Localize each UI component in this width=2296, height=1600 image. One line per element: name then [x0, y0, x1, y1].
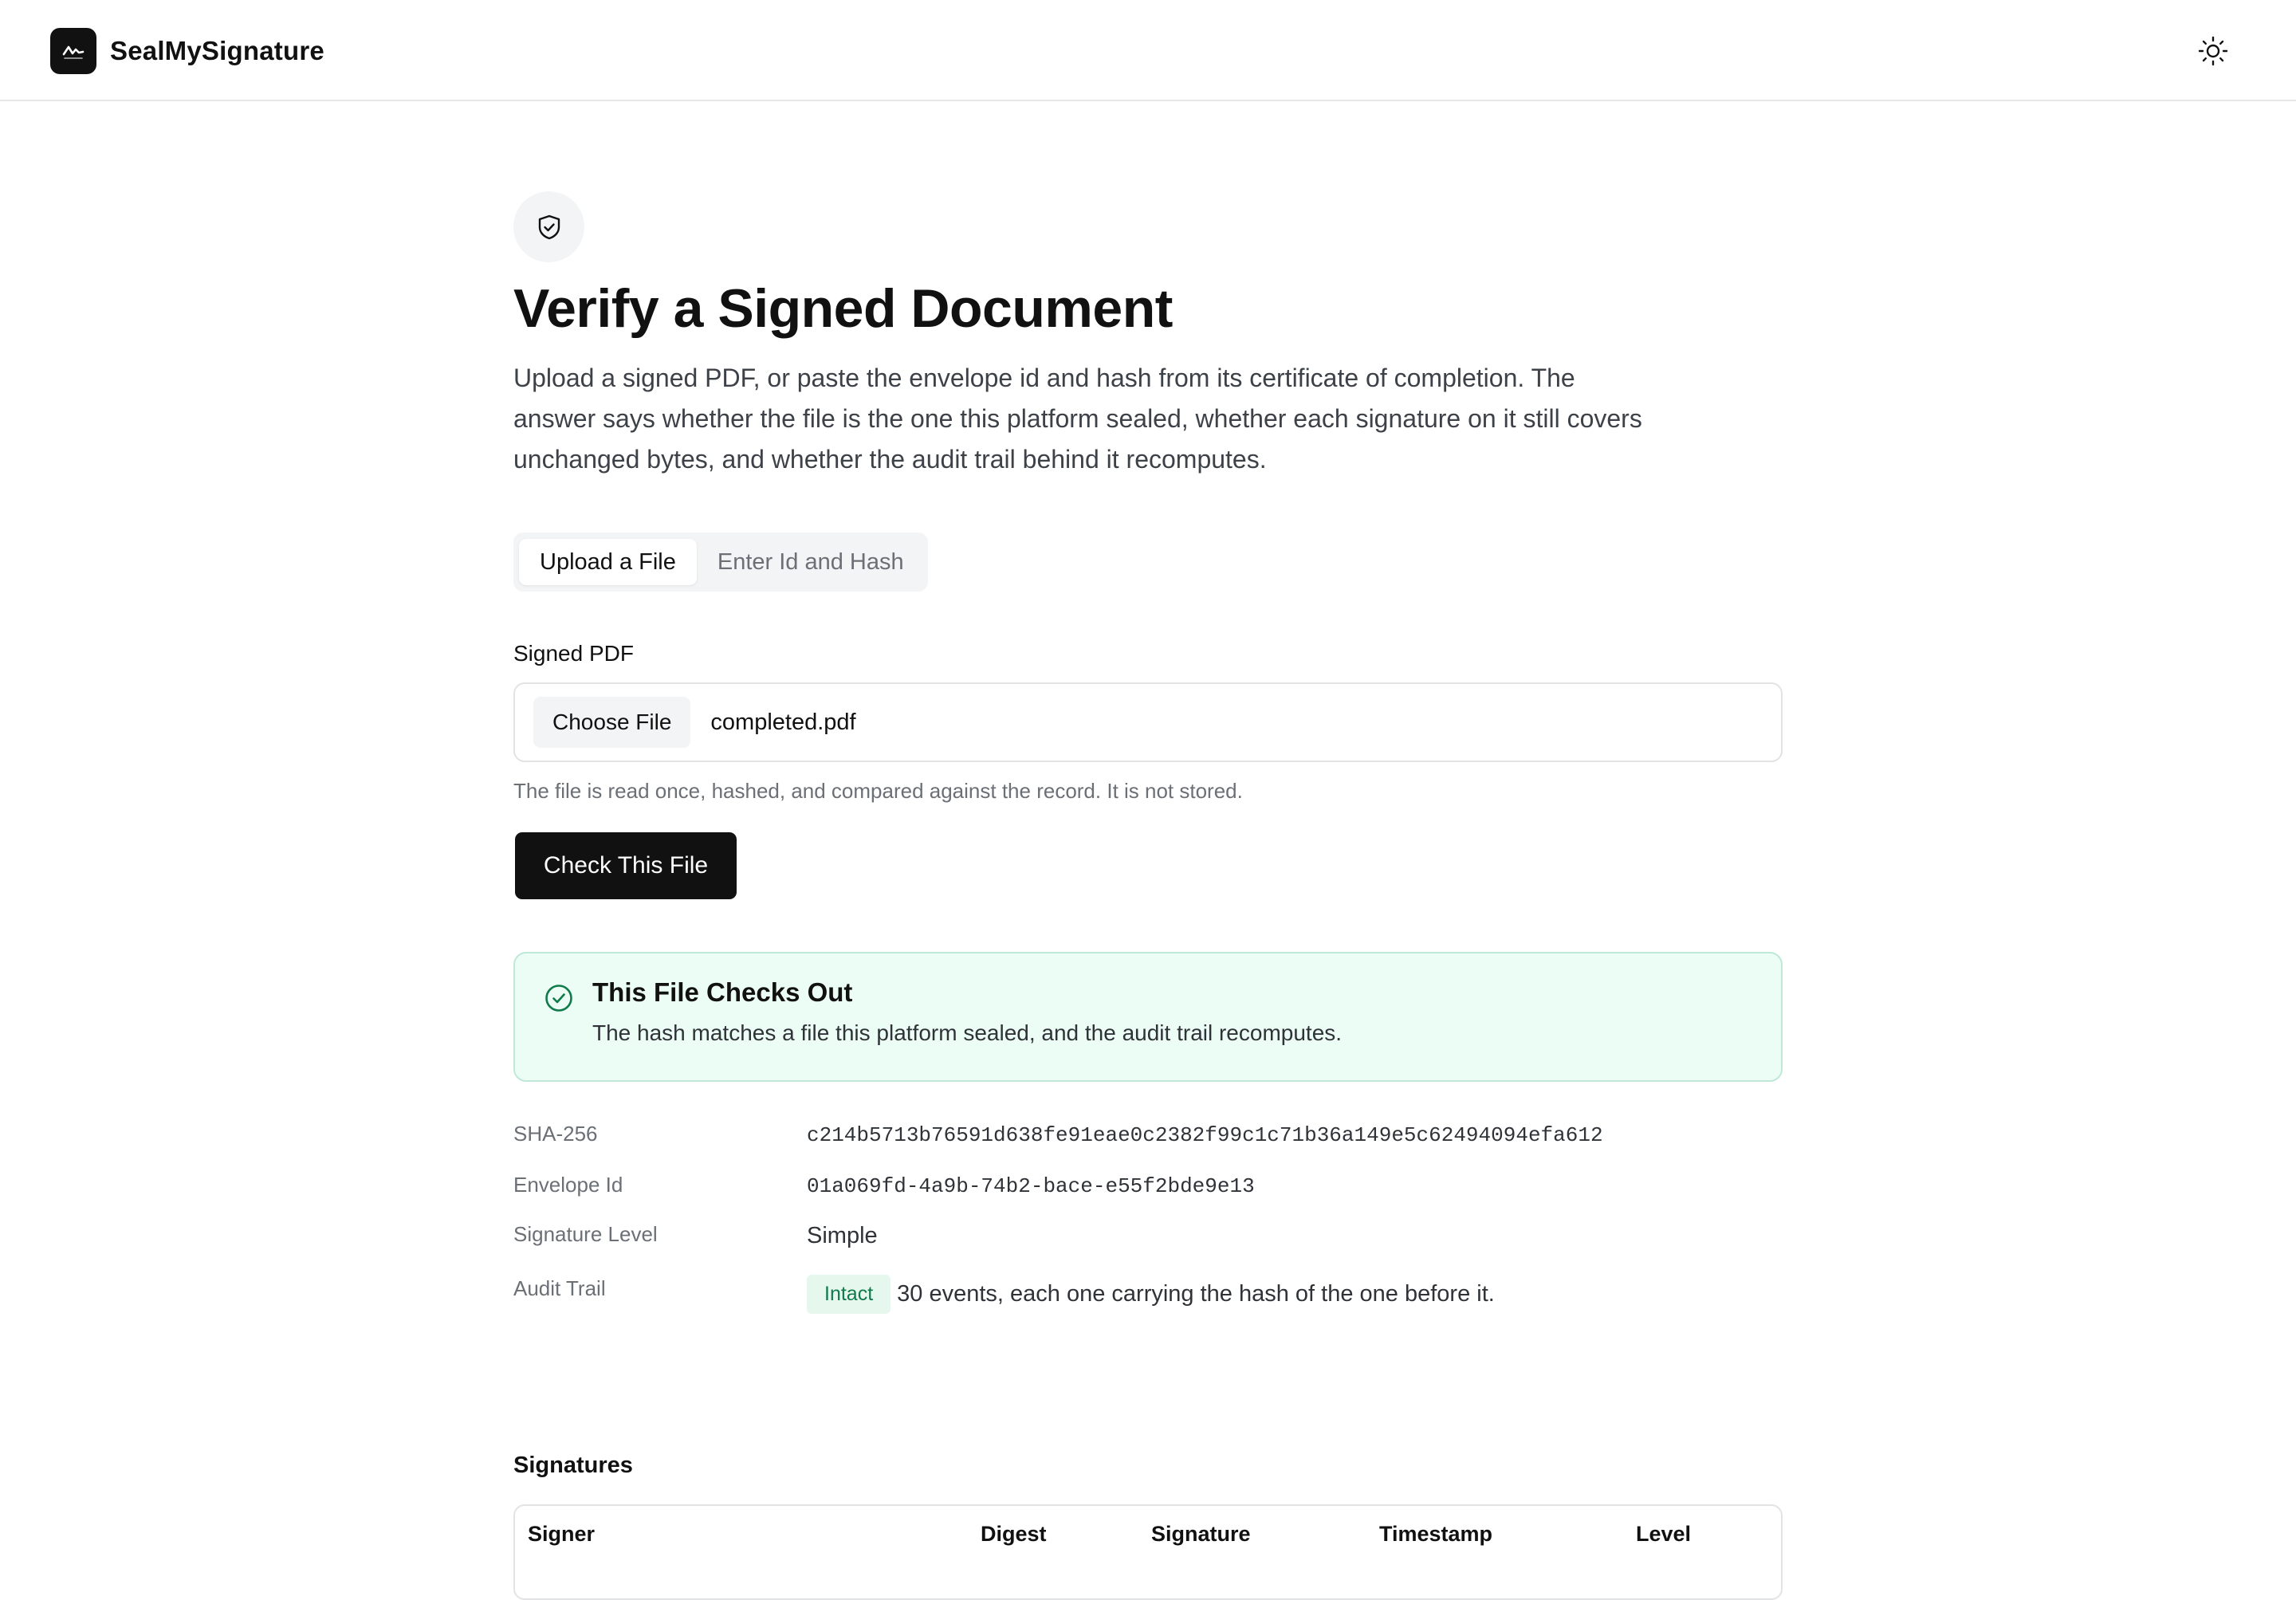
theme-toggle-button[interactable] [2194, 32, 2232, 70]
file-help-text: The file is read once, hashed, and compared against the record. It is not stored. [513, 779, 1243, 803]
choose-file-button[interactable]: Choose File [533, 697, 690, 748]
signed-pdf-label: Signed PDF [513, 641, 634, 666]
verify-mode-tabs [513, 533, 928, 592]
tab-enter-id-hash[interactable]: Enter Id and Hash [717, 548, 904, 575]
file-input[interactable] [513, 682, 1783, 762]
audit-trail-value [807, 1275, 1495, 1314]
envelope-id-label: Envelope Id [513, 1173, 623, 1197]
column-header-signer: Signer [528, 1522, 596, 1546]
page-description: Upload a signed PDF, or paste the envelope id and hash from its certificate of completion. The answer says whether the file is the one this platform sealed, whether each signature on it still covers unchanged bytes, and whether the audit trail behind it recomputes. [513, 364, 1642, 474]
shield-check-icon [513, 191, 584, 262]
page-title: Verify a Signed Document [513, 278, 1173, 339]
signatures-table [513, 1504, 1783, 1600]
result-message: The hash matches a file this platform sealed, and the audit trail recomputes. [592, 1020, 1343, 1045]
verification-result-card [513, 952, 1783, 1082]
brand-name: SealMySignature [110, 36, 324, 65]
selected-file-name: completed.pdf [710, 709, 856, 735]
envelope-id-value: 01a069fd-4a9b-74b2-bace-e55f2bde9e13 [807, 1174, 1255, 1198]
sha256-value: c214b5713b76591d638fe91eae0c2382f99c1c71b36a149e5c62494094efa612 [807, 1123, 1603, 1147]
audit-trail-text: 30 events, each one carrying the hash of the one before it. [897, 1281, 1495, 1307]
sun-icon [2197, 35, 2229, 67]
signature-level-value: Simple [807, 1223, 878, 1248]
audit-status-badge: Intact [807, 1275, 890, 1314]
column-header-digest: Digest [981, 1522, 1047, 1546]
audit-trail-label: Audit Trail [513, 1276, 606, 1300]
column-header-level: Level [1636, 1522, 1692, 1546]
brand-home-link[interactable] [50, 28, 324, 74]
check-circle-icon [544, 983, 574, 1013]
column-header-timestamp: Timestamp [1379, 1522, 1493, 1546]
signature-line-icon [50, 28, 96, 74]
tab-upload-file[interactable]: Upload a File [519, 539, 697, 585]
top-bar [0, 0, 2296, 101]
signatures-heading: Signatures [513, 1453, 633, 1478]
signature-level-label: Signature Level [513, 1222, 658, 1246]
check-file-button[interactable]: Check This File [515, 832, 737, 899]
sha256-label: SHA-256 [513, 1122, 598, 1146]
column-header-signature: Signature [1151, 1522, 1251, 1546]
result-title: This File Checks Out [592, 977, 853, 1007]
